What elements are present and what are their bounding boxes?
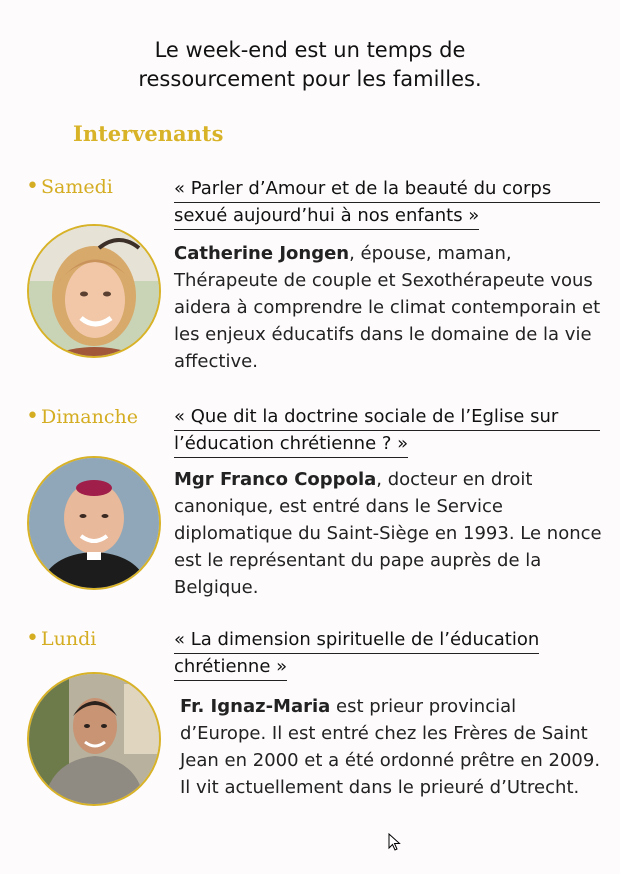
intro-line-2: ressourcement pour les familles. xyxy=(138,67,482,91)
topic-monday xyxy=(174,627,600,681)
topic-line-2: l’éducation chrétienne ? » xyxy=(174,431,408,458)
bullet-icon: • xyxy=(26,404,39,429)
day-label-monday xyxy=(26,626,96,651)
section-title: Intervenants xyxy=(73,121,224,146)
day-label-saturday xyxy=(26,174,113,199)
topic-line-2: chrétienne » xyxy=(174,654,287,681)
speaker-bio: , docteur en droit canonique, est entré dans le Service diplomatique du Saint-Siège en 1993. Le nonce est le représentant du pape auprès de la Belgique. xyxy=(174,469,602,598)
speaker-photo-coppola xyxy=(27,456,161,590)
day-name: Samedi xyxy=(40,176,113,198)
day-name: Lundi xyxy=(40,628,97,650)
speaker-photo-ignaz xyxy=(27,672,161,806)
speaker-photo-catherine xyxy=(27,224,161,358)
bio-catherine xyxy=(174,240,604,375)
topic-line-2: sexué aujourd’hui à nos enfants » xyxy=(174,203,479,230)
bullet-icon: • xyxy=(26,174,39,199)
bullet-icon: • xyxy=(26,626,39,651)
speaker-name: Mgr Franco Coppola xyxy=(174,469,377,490)
bio-ignaz xyxy=(180,693,606,801)
topic-line-1: « Parler d’Amour et de la beauté du corps xyxy=(174,176,600,203)
day-label-sunday xyxy=(26,404,138,429)
intro-line-1: Le week-end est un temps de xyxy=(154,38,466,62)
speaker-name: Fr. Ignaz-Maria xyxy=(180,696,331,717)
intro-text xyxy=(0,36,620,94)
day-name: Dimanche xyxy=(40,406,138,428)
speaker-bio: est prieur provincial d’Europe. Il est entré chez les Frères de Saint Jean en 2000 et a été ordonné prêtre en 2009. Il vit actuellement dans le prieuré d’Utrecht. xyxy=(180,696,601,798)
topic-sunday xyxy=(174,404,600,458)
topic-saturday xyxy=(174,176,600,230)
speaker-bio: , épouse, maman, Thérapeute de couple et Sexothérapeute vous aidera à comprendre le climat contemporain et les enjeux éducatifs dans le domaine de la vie affective. xyxy=(174,243,601,372)
mouse-pointer-icon xyxy=(388,833,402,851)
topic-line-1: « Que dit la doctrine sociale de l’Eglise sur xyxy=(174,404,600,431)
speaker-name: Catherine Jongen xyxy=(174,243,350,264)
topic-line-1: « La dimension spirituelle de l’éducation xyxy=(174,627,539,654)
bio-coppola xyxy=(174,466,604,601)
